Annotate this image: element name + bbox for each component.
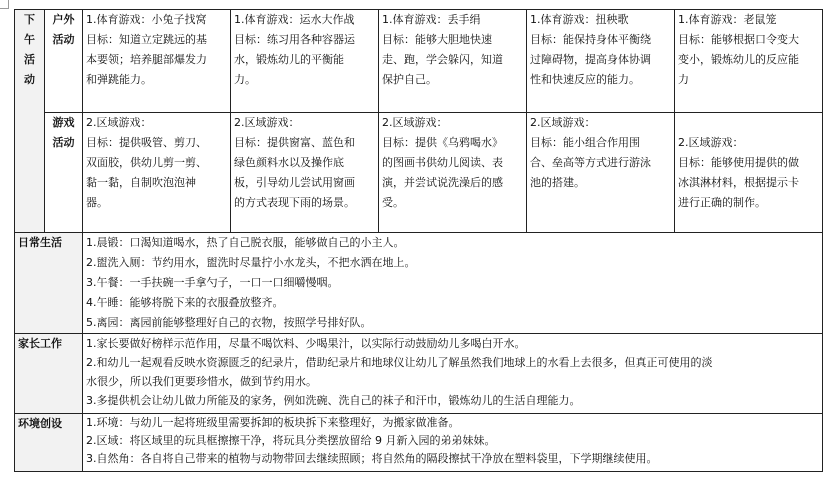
environment-content: [83, 414, 823, 472]
outdoor-text-2: 1.体育游戏：运水大作战 目标：练习用各种容器运 水，锻炼幼儿的平衡能 力。: [234, 13, 355, 86]
parent-work-row: [15, 334, 823, 414]
outdoor-cell-3: [379, 10, 527, 113]
parent-work-content: [83, 334, 823, 414]
outdoor-cell-5: [675, 10, 823, 113]
daily-life-line-5: 5.离园：离园前能够整理好自己的衣物，按照学号排好队。: [86, 316, 372, 329]
game-cell-1: [83, 113, 231, 233]
daily-life-label: 日常生活: [18, 236, 62, 249]
game-text-4: 2.区域游戏： 目标：能小组合作用围 合、垒高等方式进行游泳 池的搭建。: [530, 116, 651, 189]
weekly-plan-table: [14, 9, 823, 472]
afternoon-label: 下午活动: [24, 13, 35, 86]
environment-label-cell: [15, 414, 83, 472]
game-row: [15, 113, 823, 233]
corner-mark: [0, 0, 9, 9]
outdoor-text-4: 1.体育游戏：扭秧歌 目标：能保持身体平衡绕 过障碍物，提高身体协调 性和快速反应的能力。: [530, 13, 651, 86]
afternoon-label-cell: [15, 10, 45, 233]
environment-label: 环境创设: [18, 417, 62, 430]
parent-work-line-1: 1.家长要做好榜样示范作用，尽量不喝饮料、少喝果汁，以实际行动鼓励幼儿多喝白开水。: [86, 337, 526, 350]
game-cell-3: [379, 113, 527, 233]
environment-line-3: 3.自然角：各自将自己带来的植物与动物带回去继续照顾；将自然角的隔段擦拭干净放在塑料袋里，下学期继续使用。: [86, 452, 658, 465]
environment-line-1: 1.环境：与幼儿一起将班级里需要拆卸的板块拆下来整理好，为搬家做准备。: [86, 416, 460, 429]
game-text-3: 2.区域游戏： 目标：提供《乌鸦喝水》 的图画书供幼儿阅读、表 演，并尝试说洗澡后的感 受。: [382, 116, 503, 209]
game-text-2: 2.区域游戏： 目标：提供窗富、蓝色和 绿色颜料水以及操作底 板，引导幼儿尝试用窗画 的方式表现下雨的场景。: [234, 116, 355, 209]
outdoor-cell-4: [527, 10, 675, 113]
daily-life-row: [15, 233, 823, 334]
daily-life-line-3: 3.午餐：一手扶碗一手拿勺子，一口一口细嚼慢咽。: [86, 276, 339, 289]
outdoor-text-3: 1.体育游戏：丢手绢 目标：能够大胆地快速 走、跑，学会躲闪，知道 保护自己。: [382, 13, 503, 86]
outdoor-label: 户外活动: [52, 13, 75, 46]
outdoor-row: [15, 10, 823, 113]
parent-work-line-2: 2.和幼儿一起观看反映水资源匮乏的纪录片，借助纪录片和地球仪让幼儿了解虽然我们地球上的水看上去很多，但真正可使用的淡: [86, 356, 713, 369]
game-label: 游戏活动: [52, 116, 75, 149]
daily-life-content: [83, 233, 823, 334]
game-label-cell: [45, 113, 83, 233]
daily-life-line-4: 4.午睡：能够将脱下来的衣服叠放整齐。: [86, 296, 284, 309]
game-text-1: 2.区域游戏： 目标：提供吸管、剪刀、 双面胶，供幼儿剪一剪、 黏一黏，自制吹泡泡神 器。: [86, 116, 207, 209]
outdoor-text-5: 1.体育游戏：老鼠笼 目标：能够根据口令变大 变小，锻炼幼儿的反应能 力: [678, 13, 799, 86]
parent-work-label: 家长工作: [18, 337, 62, 350]
game-cell-4: [527, 113, 675, 233]
game-cell-2: [231, 113, 379, 233]
game-cell-5: [675, 113, 823, 233]
outdoor-label-cell: [45, 10, 83, 113]
outdoor-text-1: 1.体育游戏：小兔子找窝 目标：知道立定跳远的基 本要领；培养腿部爆发力 和弹跳能力。: [86, 13, 207, 86]
environment-row: [15, 414, 823, 472]
outdoor-cell-1: [83, 10, 231, 113]
environment-line-2: 2.区域：将区域里的玩具框擦擦干净，将玩具分类摆放留给 9 月新入园的弟弟妹妹。: [86, 434, 496, 447]
game-text-5: 2.区域游戏： 目标：能够使用提供的做 冰淇淋材料，根据提示卡 进行正确的制作。: [678, 136, 799, 209]
daily-life-label-cell: [15, 233, 83, 334]
parent-work-line-3: 水很少，所以我们更要珍惜水，做到节约用水。: [86, 375, 317, 388]
parent-work-line-4: 3.多提供机会让幼儿做力所能及的家务，例如洗碗、洗自己的袜子和汗巾，锻炼幼儿的生活自理能力。: [86, 394, 581, 407]
daily-life-line-2: 2.盥洗入厕：节约用水，盥洗时尽量拧小水龙头，不把水洒在地上。: [86, 256, 416, 269]
outdoor-cell-2: [231, 10, 379, 113]
parent-work-label-cell: [15, 334, 83, 414]
daily-life-line-1: 1.晨锻：口渴知道喝水，热了自己脱衣服，能够做自己的小主人。: [86, 236, 405, 249]
